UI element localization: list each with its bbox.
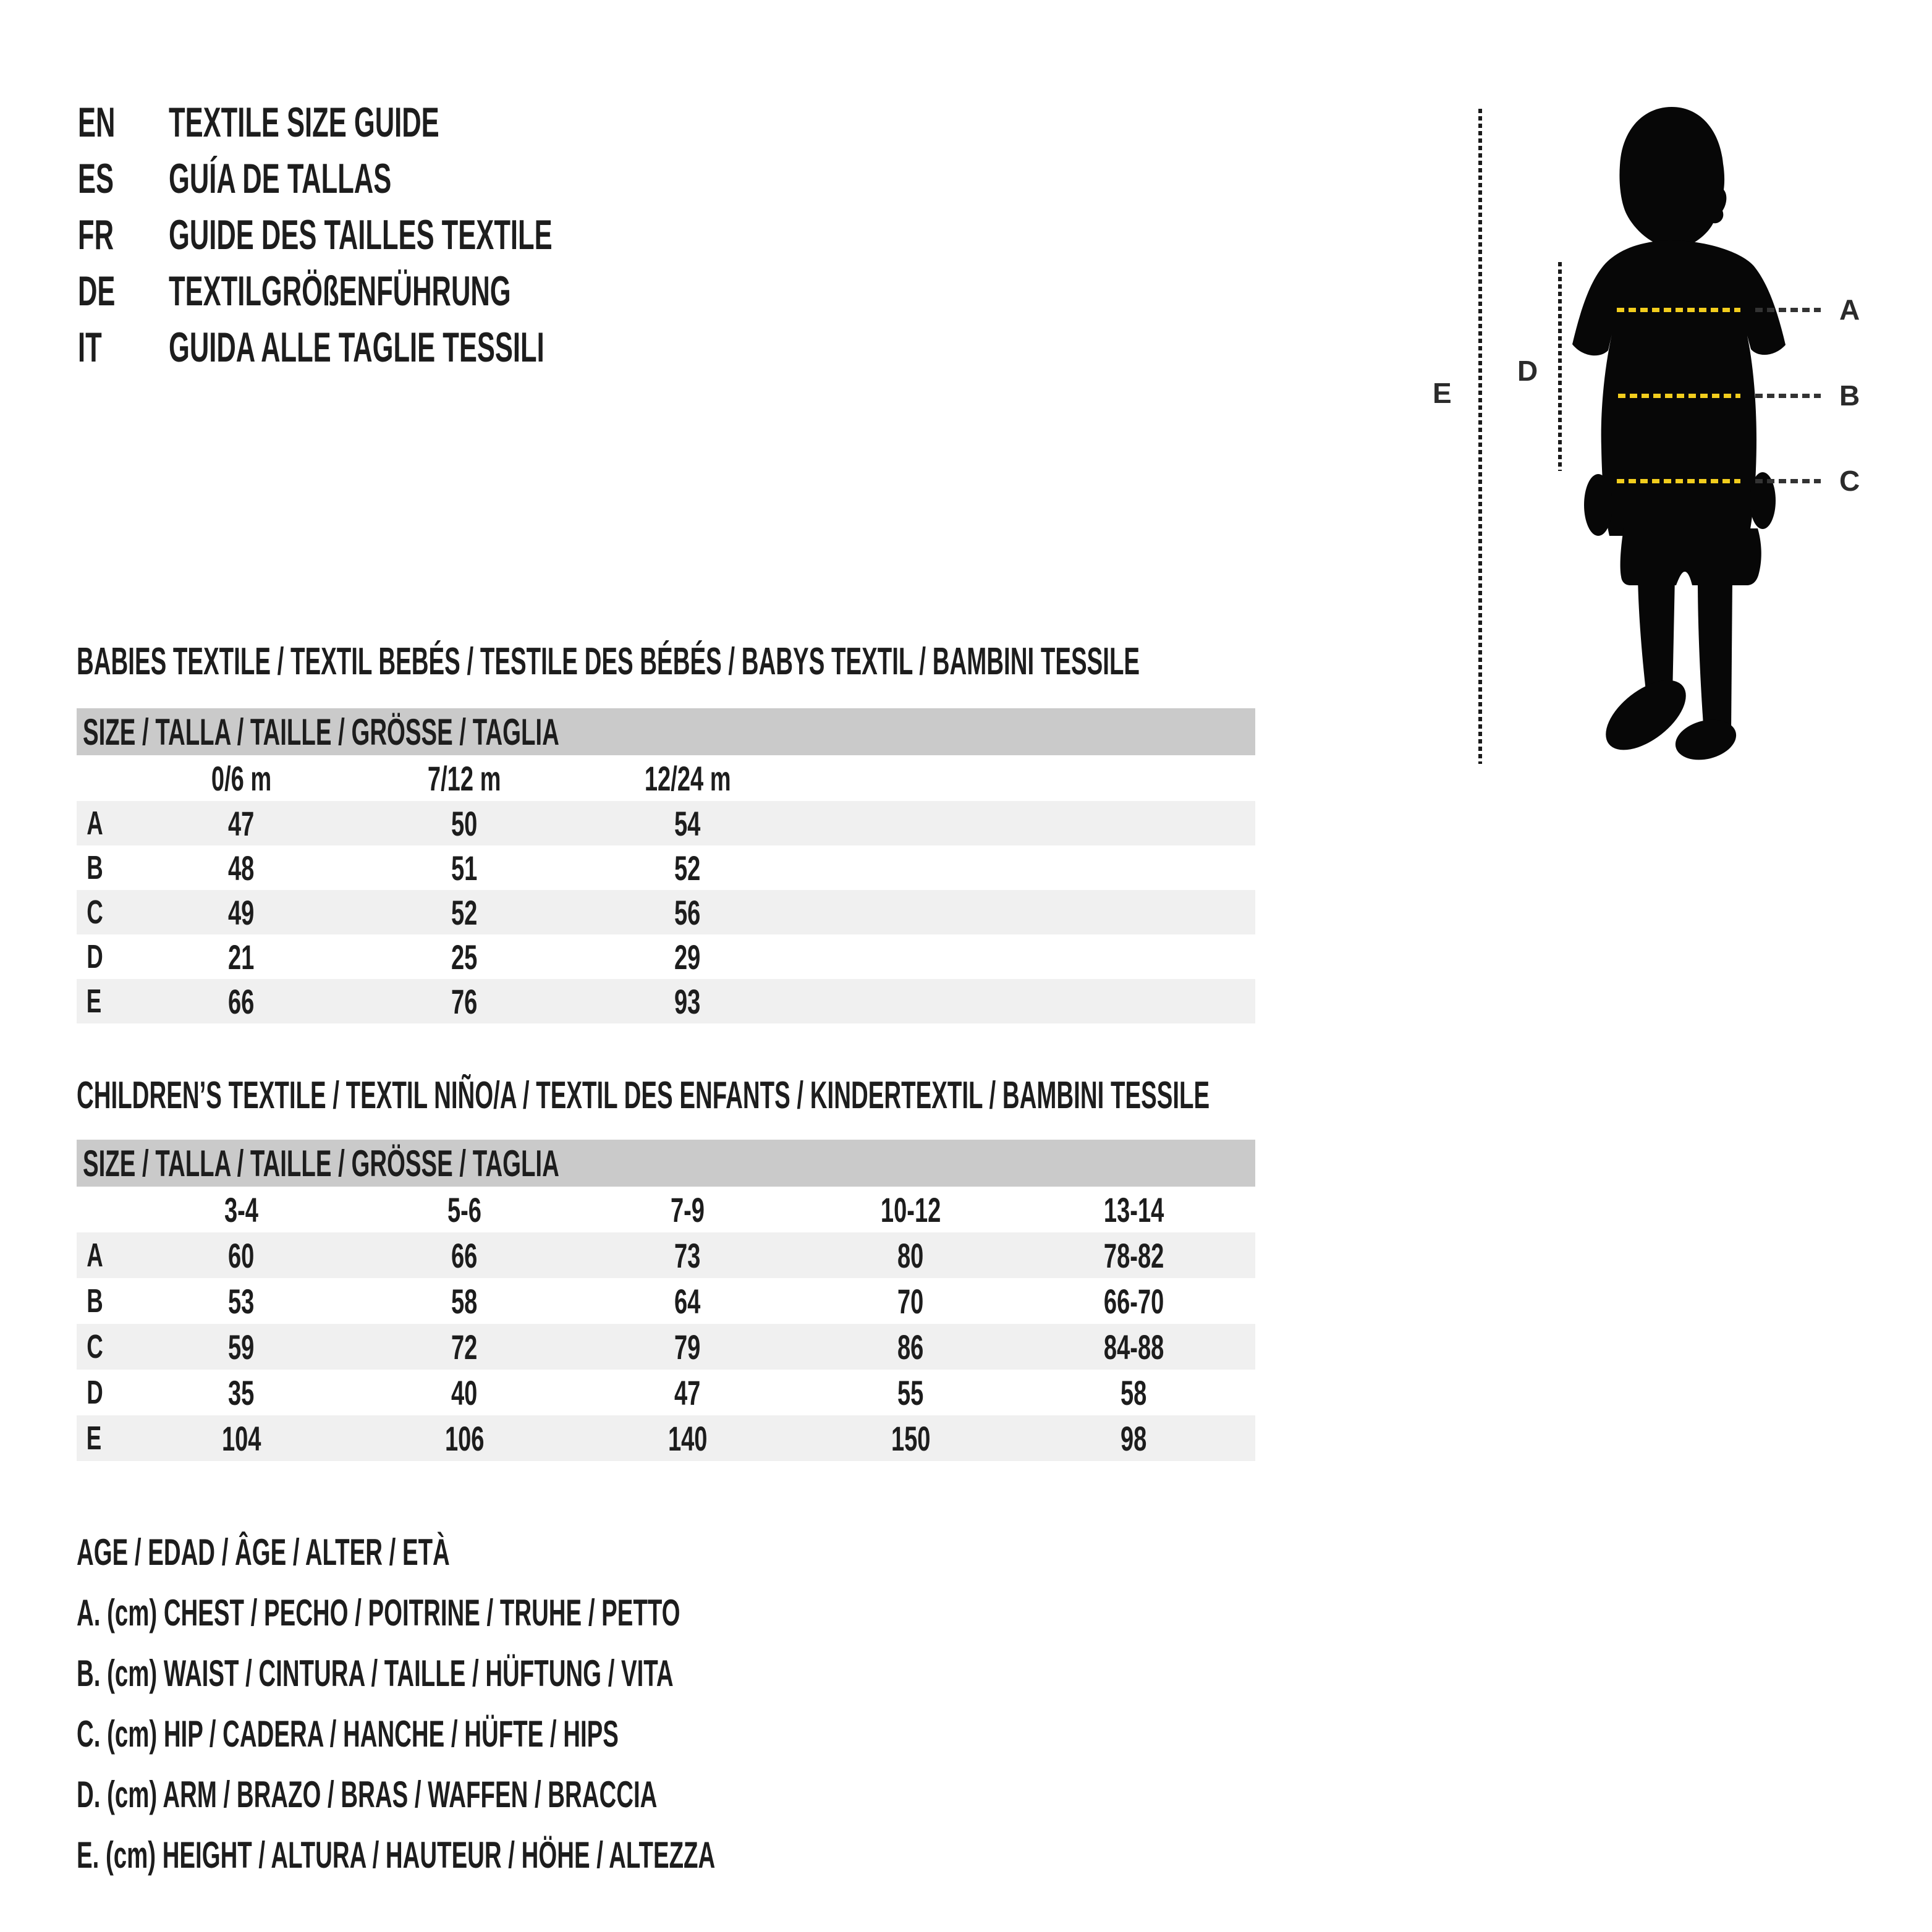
section-title: CHILDREN’S TEXTILE / TEXTIL NIÑO/A / TEXTIL DES ENFANTS / KINDERTEXTIL / BAMBINI TESSILE: [77, 1074, 1210, 1117]
guide-title: TEXTILE SIZE GUIDE: [169, 98, 439, 146]
row-label: C: [87, 1328, 103, 1365]
column-header: 5-6: [447, 1190, 482, 1229]
row-label: E: [86, 1420, 102, 1457]
section-title: BABIES TEXTILE / TEXTIL BEBÉS / TESTILE DES BÉBÉS / BABYS TEXTIL / BAMBINI TESSILE: [77, 640, 1140, 683]
legend-line: A. (cm) CHEST / PECHO / POITRINE / TRUHE / PETTO: [77, 1591, 680, 1633]
column-header: 0/6 m: [211, 758, 272, 798]
column-header: 7/12 m: [428, 758, 501, 798]
column-header: 7-9: [670, 1190, 705, 1229]
table-row: C 59 72 79 86 84-88: [77, 1324, 1255, 1370]
column-header: 10-12: [880, 1190, 941, 1229]
table-row: D 21 25 29: [77, 934, 1255, 979]
measurement-legend: [77, 1522, 1074, 1885]
column-header: 12/24 m: [644, 758, 731, 798]
legend-line: B. (cm) WAIST / CINTURA / TAILLE / HÜFTUNG / VITA: [77, 1652, 674, 1694]
guide-title: TEXTILGRÖßENFÜHRUNG: [169, 267, 511, 315]
table-row: E 104 106 140 150 98: [77, 1415, 1255, 1461]
language-row: [78, 94, 768, 150]
column-header-row: [77, 755, 1255, 801]
children-size-table: [77, 1140, 1255, 1461]
measure-label-b: B: [1839, 379, 1860, 412]
language-code: EN: [78, 98, 116, 146]
waist-measure-dash-dark: [1755, 394, 1821, 398]
language-row: [78, 263, 768, 319]
language-code: ES: [78, 155, 114, 202]
table-row: A 60 66 73 80 78-82: [77, 1232, 1255, 1278]
legend-line: C. (cm) HIP / CADERA / HANCHE / HÜFTE / HIPS: [77, 1713, 619, 1755]
babies-size-table: [77, 708, 1255, 1023]
language-code: FR: [78, 211, 114, 258]
waist-measure-dash-yellow: [1618, 394, 1740, 398]
arm-measure-line-d: [1558, 262, 1562, 471]
measure-label-e: E: [1433, 377, 1452, 409]
guide-title: GUIDA ALLE TAGLIE TESSILI: [169, 323, 544, 371]
language-code: IT: [78, 323, 102, 371]
table-row: D 35 40 47 55 58: [77, 1370, 1255, 1415]
chest-measure-dash-yellow: [1617, 308, 1740, 312]
table-row: A 47 50 54: [77, 801, 1255, 845]
measure-label-c: C: [1839, 465, 1860, 497]
row-label: A: [87, 1237, 103, 1274]
row-label: A: [87, 805, 103, 842]
row-label: D: [87, 938, 103, 975]
table-row: B 53 58 64 70 66-70: [77, 1278, 1255, 1324]
hip-measure-dash-dark: [1755, 479, 1821, 483]
language-row: [78, 206, 768, 263]
hip-measure-dash-yellow: [1617, 479, 1740, 483]
language-row: [78, 150, 768, 206]
row-label: E: [86, 983, 102, 1020]
table-row: C 49 52 56: [77, 890, 1255, 934]
row-label: B: [87, 1282, 103, 1320]
language-title-list: [78, 94, 768, 375]
language-row: [78, 319, 768, 375]
guide-title: GUÍA DE TALLAS: [169, 155, 392, 202]
column-header: 3-4: [224, 1190, 259, 1229]
table-header-bar: SIZE / TALLA / TAILLE / GRÖSSE / TAGLIA: [77, 708, 1255, 755]
chest-measure-dash-dark: [1755, 308, 1821, 312]
row-label: D: [87, 1374, 103, 1411]
table-row: E 66 76 93: [77, 979, 1255, 1023]
table-header-bar: SIZE / TALLA / TAILLE / GRÖSSE / TAGLIA: [77, 1140, 1255, 1187]
legend-line: AGE / EDAD / ÂGE / ALTER / ETÀ: [77, 1531, 450, 1573]
column-header: 13-14: [1103, 1190, 1164, 1229]
legend-line: E. (cm) HEIGHT / ALTURA / HAUTEUR / HÖHE / ALTEZZA: [77, 1834, 716, 1876]
legend-line: D. (cm) ARM / BRAZO / BRAS / WAFFEN / BRACCIA: [77, 1773, 658, 1815]
measure-label-a: A: [1839, 294, 1860, 326]
measure-label-d: D: [1517, 355, 1538, 387]
language-code: DE: [78, 267, 116, 315]
column-header-row: [77, 1187, 1255, 1232]
table-row: B 48 51 52: [77, 845, 1255, 890]
row-label: B: [87, 849, 103, 886]
guide-title: GUIDE DES TAILLES TEXTILE: [169, 211, 553, 258]
row-label: C: [87, 894, 103, 931]
